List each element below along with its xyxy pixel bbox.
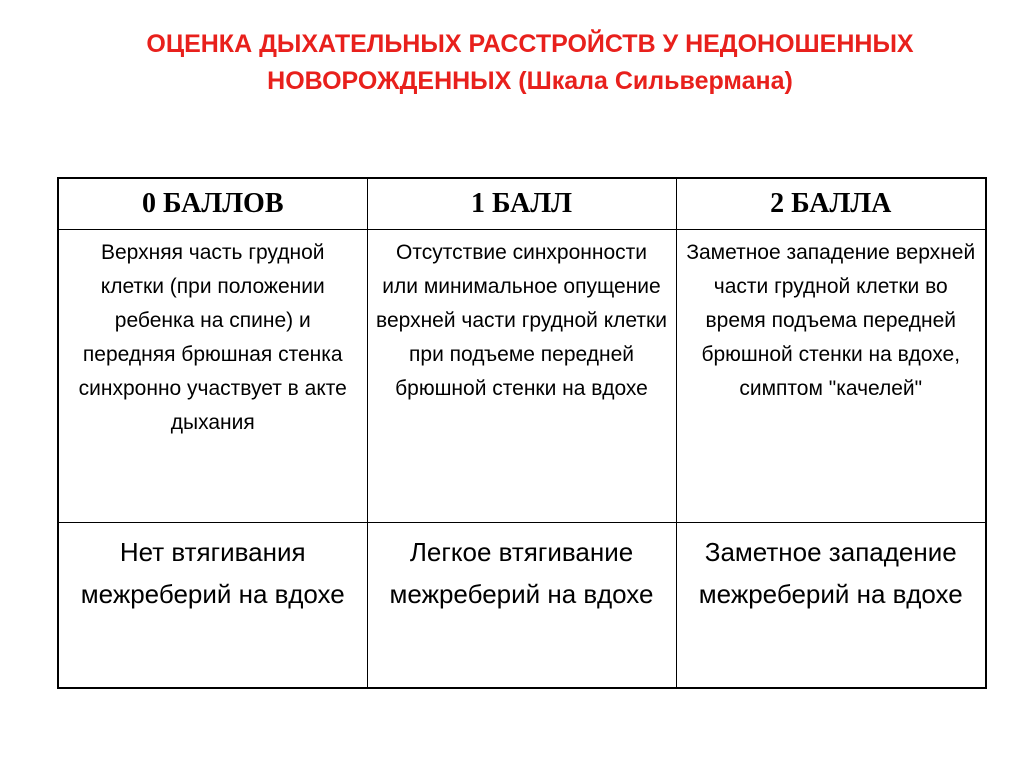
title-line-2: НОВОРОЖДЕННЫХ (Шкала Сильвермана): [267, 67, 793, 95]
chest-cell-1: Отсутствие синхронности или минимальное опущение верхней части грудной клетки при подъеме передней брюшной стенки на вдохе: [367, 230, 676, 523]
retraction-cell-1: Легкое втягивание межреберий на вдохе: [367, 523, 676, 689]
silverman-scale-table: [57, 177, 987, 689]
retraction-cell-2: Заметное западение межреберий на вдохе: [676, 523, 986, 689]
title-line-1: ОЦЕНКА ДЫХАТЕЛЬНЫХ РАССТРОЙСТВ У НЕДОНОШЕННЫХ: [146, 30, 914, 58]
header-2-points: 2 БАЛЛА: [676, 178, 986, 230]
chest-cell-0: Верхняя часть грудной клетки (при положении ребенка на спине) и передняя брюшная стенка синхронно участвует в акте дыхания: [58, 230, 367, 523]
slide-title: [40, 26, 1020, 100]
header-0-points: 0 БАЛЛОВ: [58, 178, 367, 230]
chest-movement-row: [58, 230, 986, 523]
header-1-point: 1 БАЛЛ: [367, 178, 676, 230]
retraction-cell-0: Нет втягивания межреберий на вдохе: [58, 523, 367, 689]
header-row: [58, 178, 986, 230]
chest-cell-2: Заметное западение верхней части грудной клетки во время подъема передней брюшной стенки на вдохе, симптом "качелей": [676, 230, 986, 523]
intercostal-retraction-row: [58, 523, 986, 689]
